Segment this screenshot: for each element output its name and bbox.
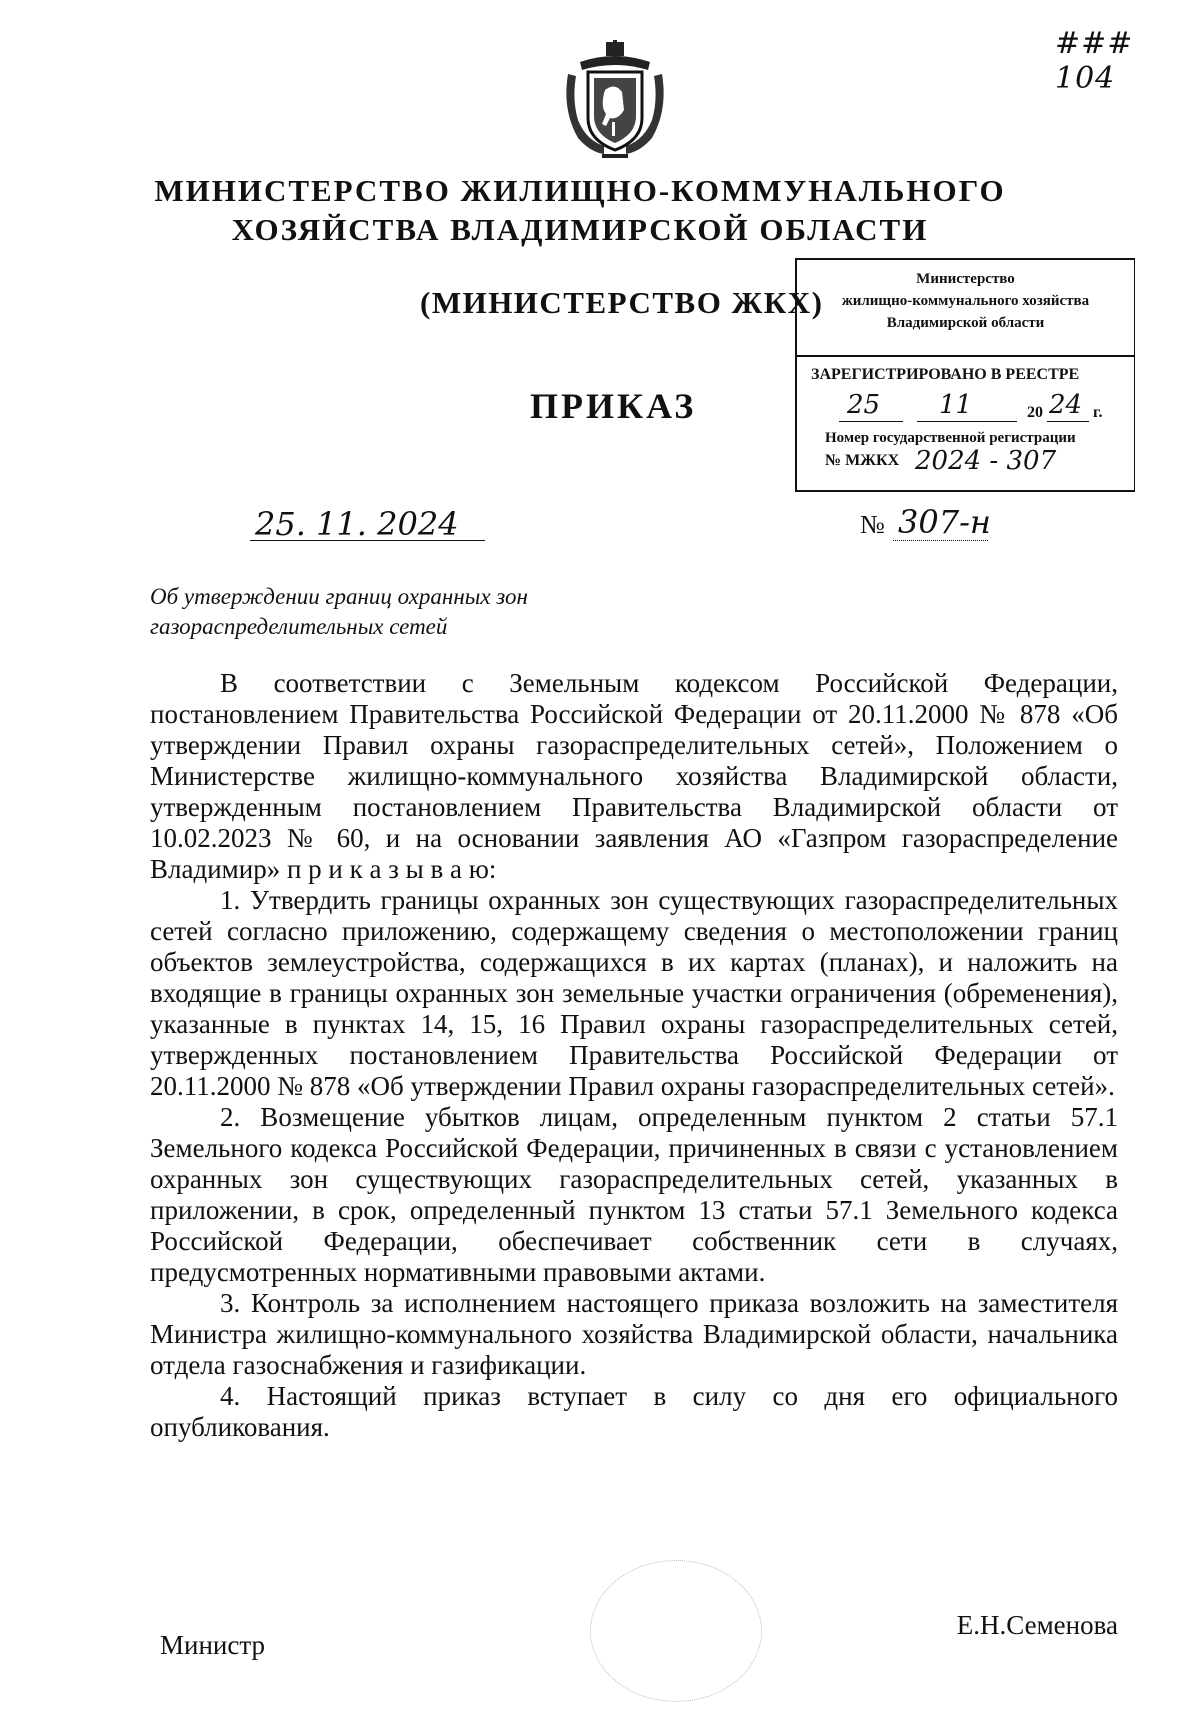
stamp-year-mark: г. [1093, 404, 1103, 421]
subject-line2: газораспределительных сетей [150, 614, 448, 639]
item-2-paragraph: 2. Возмещение убытков лицам, определенным пунктом 2 статьи 57.1 Земельного кодекса Российской Федерации, причиненных в связи с установлением охранных зон существующих газораспределительных сетей, указанных в приложении, в срок, определенный пунктом 13 статьи 57.1 Земельного кодекса Российской Федерации, обеспечивает собственник сети в случаях, предусмотренных нормативными правовыми актами. [150, 1102, 1118, 1287]
corner-handwritten-mark: ### 104 [1055, 26, 1134, 96]
document-body [150, 668, 1118, 1443]
preamble-paragraph: В соответствии с Земельным кодексом Российской Федерации, постановлением Правительства Российской Федерации от 20.11.2000 № 878 «Об утверждении Правил охраны газораспределительных сетей», Положением о Министерстве жилищно-коммунального хозяйства Владимирской области, утвержденным постановлением Правительства Владимирской области от 10.02.2023 № 60, и на основании заявления АО «Газпром газораспределение Владимир» п р и к а з ы в а ю: [150, 668, 1118, 884]
stamp-number-prefix: № МЖКХ [825, 452, 900, 469]
stamp-day-underline [839, 420, 903, 422]
stamp-year-underline [1047, 420, 1089, 422]
signatory-position: Министр [160, 1630, 265, 1660]
stamp-year-suffix: 24 [1049, 390, 1083, 420]
stamp-org-line1: Министерство [916, 271, 1015, 287]
document-subject [150, 582, 528, 642]
stamp-day: 25 [847, 390, 881, 420]
document-number: 307-н [898, 503, 991, 541]
stamp-divider [797, 355, 1134, 357]
document-date: 25. 11. 2024 [255, 505, 459, 543]
stamp-number-value: 2024 - 307 [915, 446, 1057, 476]
stamp-month: 11 [939, 390, 973, 420]
stamp-registered-label: ЗАРЕГИСТРИРОВАНО В РЕЕСТРЕ [811, 366, 1080, 383]
item-1-paragraph: 1. Утвердить границы охранных зон существующих газораспределительных сетей согласно приложению, содержащему сведения о местоположении границ объектов землеустройства, содержащихся в их картах (планах), и наложить на входящие в границы охранных зон земельные участки ограничения (обременения), указанные в пунктах 14, 15, 16 Правил охраны газораспределительных сетей, утвержденных постановлением Правительства Российской Федерации от 20.11.2000 № 878 «Об утверждении Правил охраны газораспределительных сетей». [150, 885, 1118, 1101]
item-3-paragraph: 3. Контроль за исполнением настоящего приказа возложить на заместителя Министра жилищно-коммунального хозяйства Владимирской области, начальника отдела газоснабжения и газификации. [150, 1288, 1118, 1380]
signatory-name: Е.Н.Семенова [956, 1610, 1118, 1640]
registry-stamp [795, 258, 1135, 492]
stamp-org-line2: жилищно-коммунального хозяйства [841, 293, 1090, 309]
document-number-label: № [860, 510, 885, 539]
item-4-paragraph: 4. Настоящий приказ вступает в силу со дня его официального опубликования. [150, 1381, 1118, 1442]
stamp-year-prefix: 20 [1027, 404, 1043, 421]
vladimir-coat-of-arms-icon [560, 40, 670, 160]
stamp-number-label: Номер государственной регистрации [825, 430, 1076, 446]
faint-signature-stamp [590, 1560, 762, 1702]
subject-line1: Об утверждении границ охранных зон [150, 584, 528, 609]
stamp-registration-number [825, 446, 1125, 476]
stamp-registration-date [839, 390, 1129, 424]
document-date-underline [250, 540, 485, 541]
stamp-org-line3: Владимирской области [886, 315, 1045, 331]
stamp-month-underline [917, 420, 1017, 422]
stamp-organization [797, 268, 1134, 334]
document-number-underline [893, 540, 988, 541]
ministry-title-line1: МИНИСТЕРСТВО ЖИЛИЩНО-КОММУНАЛЬНОГО [154, 173, 1006, 208]
document-type: ПРИКАЗ [530, 386, 697, 426]
ministry-short-name: (МИНИСТЕРСТВО ЖКХ) [420, 285, 824, 320]
ministry-title-line2: ХОЗЯЙСТВА ВЛАДИМИРСКОЙ ОБЛАСТИ [231, 212, 929, 247]
